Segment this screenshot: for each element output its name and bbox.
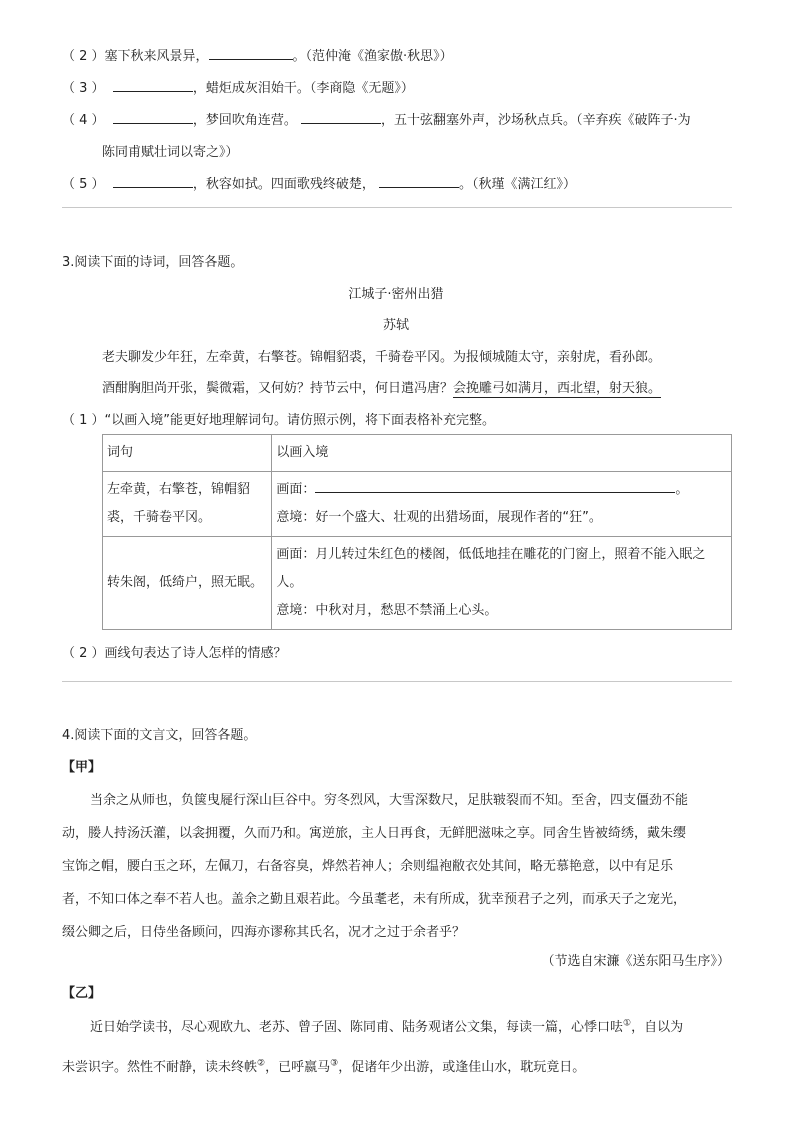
q2-line-3: （ 3 ） ，蜡炬成灰泪始干。（李商隐《无题》） — [62, 77, 414, 96]
q2-line-4: （ 4 ） ，梦回吹角连营。 ，五十弦翻塞外声，沙场秋点兵。（辛弃疾《破阵子·为 — [62, 109, 691, 128]
section-divider — [62, 681, 732, 682]
poem-table — [102, 434, 732, 630]
table-cell-sentence: 转朱阁，低绮户，照无眠。 — [103, 537, 272, 630]
table-row — [103, 537, 732, 630]
jia-line-5: 缀公卿之后，日侍坐备顾问，四海亦谬称其氏名，况才之过于余者乎？ — [62, 925, 466, 940]
jia-line-4: 者，不知口体之奉不若人也。盖余之勤且艰若此。今虽耄老，未有所成，犹幸预君子之列，而承天子之宠光， — [62, 892, 687, 907]
jia-line-2: 动，媵人持汤沃灌，以衾拥覆，久而乃和。寓逆旅，主人日再食，无鲜肥滋味之享。同舍生皆被绮绣，戴朱缨 — [62, 826, 687, 841]
answer-blank[interactable] — [113, 174, 193, 188]
poem-para-2: 酒酣胸胆尚开张，鬓微霜，又何妨？持节云中，何日遣冯唐？会挽雕弓如满月，西北望，射天狼。 — [102, 381, 662, 396]
footnote-marker: ② — [257, 1058, 266, 1069]
yi-line-1: 近日始学读书，尽心观欧九、老苏、曾子固、陈同甫、陆务观诸公文集，每读一篇，心悸口呿①，自以为 — [90, 1018, 684, 1035]
q3-heading: 3.阅读下面的诗词，回答各题。 — [62, 255, 244, 270]
q2-line-5: （ 5 ） ，秋容如拭。四面歌残终破楚， 。（秋瑾《满江红》） — [62, 173, 576, 192]
table-row — [103, 472, 732, 537]
answer-blank[interactable] — [113, 78, 193, 92]
jia-line-3: 宝饰之帽，腰白玉之环，左佩刀，右备容臭，烨然若神人；余则缊袍敝衣处其间，略无慕艳意，以中有足乐 — [62, 859, 674, 874]
answer-blank[interactable] — [379, 174, 459, 188]
underlined-line: 会挽雕弓如满月，西北望，射天狼。 — [453, 381, 662, 396]
picture-line: 画面：月儿转过朱红色的楼阁，低低地挂在雕花的门窗上，照着不能入眠之人。 — [276, 547, 706, 590]
mood-line: 意境：中秋对月，愁思不禁涌上心头。 — [276, 603, 498, 618]
table-cell-picture — [272, 537, 732, 630]
answer-blank[interactable] — [209, 46, 293, 60]
answer-blank[interactable] — [301, 110, 381, 124]
table-header-cell: 词句 — [103, 435, 272, 472]
q2-line-2: （ 2 ）塞下秋来风景异， 。（范仲淹《渔家傲·秋思》） — [62, 45, 453, 64]
picture-line: 画面： 。 — [276, 482, 689, 497]
poem-title: 江城子·密州出猎 — [348, 287, 444, 302]
q4-heading: 4.阅读下面的文言文，回答各题。 — [62, 728, 257, 743]
footnote-marker: ③ — [330, 1058, 339, 1069]
passage-label-jia: 【甲】 — [62, 760, 102, 775]
section-divider — [62, 207, 732, 208]
poem-para-1: 老夫聊发少年狂，左牵黄，右擎苍。锦帽貂裘，千骑卷平冈。为报倾城随太守，亲射虎，看孙郎。 — [102, 350, 662, 365]
poem-author: 苏轼 — [382, 318, 409, 333]
table-cell-picture — [272, 472, 732, 537]
answer-blank[interactable] — [315, 480, 675, 493]
answer-blank[interactable] — [113, 110, 193, 124]
q3-sub-1: （ 1 ）“以画入境”能更好地理解词句。请仿照示例，将下面表格补充完整。 — [62, 413, 496, 428]
jia-source: （节选自宋濂《送东阳马生序》） — [541, 954, 730, 969]
q2-line-4-cont: 陈同甫赋壮词以寄之》） — [102, 145, 239, 160]
table-cell-sentence: 左牵黄，右擎苍，锦帽貂裘，千骑卷平冈。 — [103, 472, 272, 537]
mood-line: 意境：好一个盛大、壮观的出猎场面，展现作者的“狂”。 — [276, 510, 602, 525]
yi-line-2: 未尝识字。然性不耐静，读未终帙②，已呼嬴马③，促诸年少出游，或逢佳山水，耽玩竟日。 — [62, 1058, 586, 1075]
jia-line-1: 当余之从师也，负箧曳屣行深山巨谷中。穷冬烈风，大雪深数尺，足肤皲裂而不知。至舍，四支僵劲不能 — [90, 793, 689, 808]
footnote-marker: ① — [623, 1018, 632, 1029]
table-header-row — [103, 435, 732, 472]
q3-sub-2: （ 2 ）画线句表达了诗人怎样的情感？ — [62, 646, 287, 661]
table-header-cell: 以画入境 — [272, 435, 732, 472]
passage-label-yi: 【乙】 — [62, 986, 102, 1001]
